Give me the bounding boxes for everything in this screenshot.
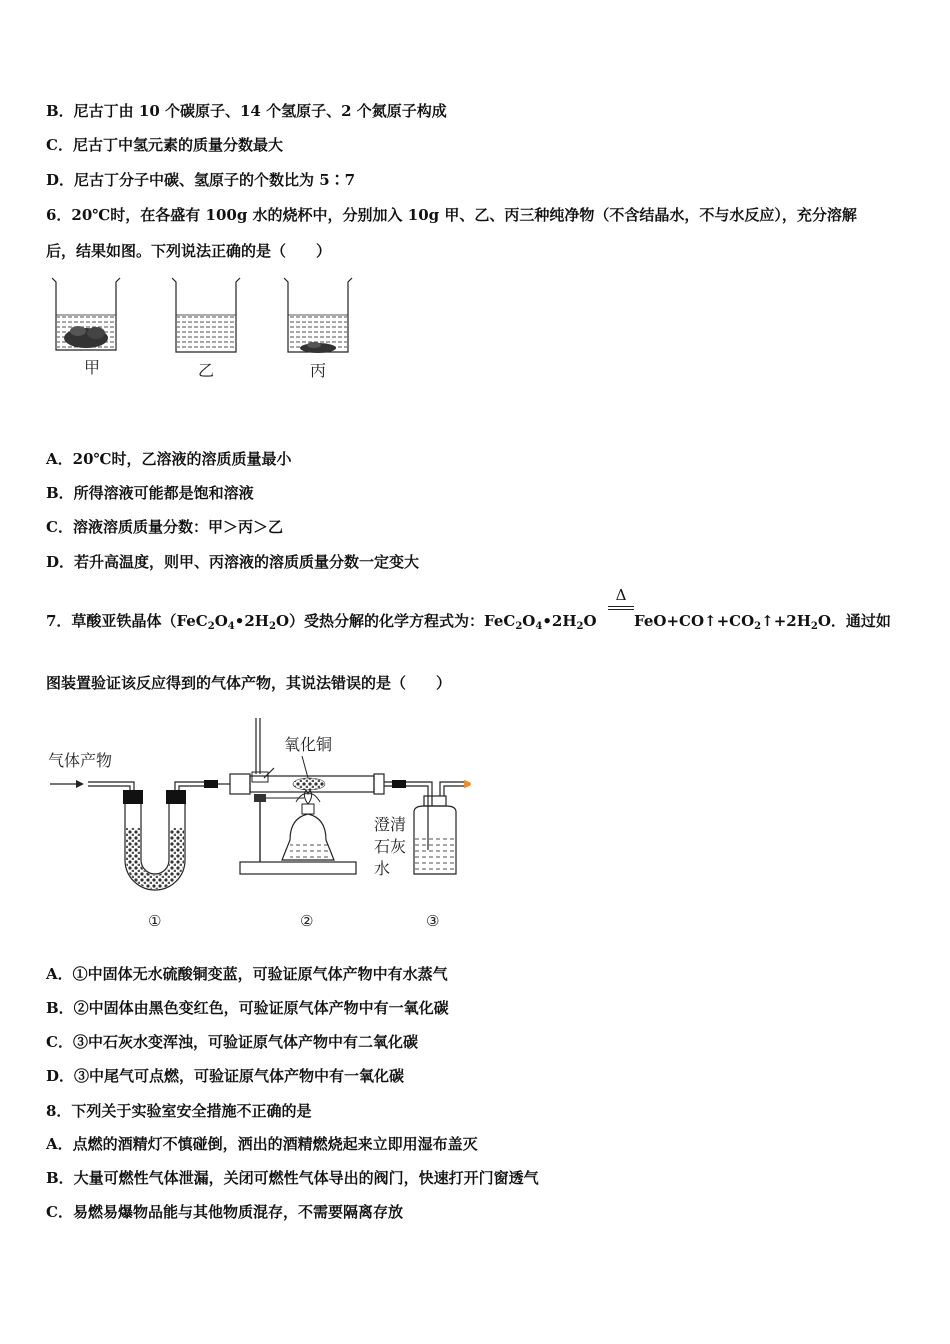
q6-option-b: B．所得溶液可能都是饱和溶液 bbox=[46, 484, 254, 502]
q7-stem-line1: 7．草酸亚铁晶体$(FeC_2O_4•2H_2O)$受热分解的化学方程式为：$FeC_2O_4•2H_2O$ bbox=[46, 612, 597, 632]
q6-option-c: C．溶液溶质质量分数：甲＞丙＞乙 bbox=[46, 518, 283, 536]
q8-option-a: A．点燃的酒精灯不慎碰倒，洒出的酒精燃烧起来立即用湿布盖灭 bbox=[46, 1135, 478, 1153]
beaker-label-bing: 丙 bbox=[310, 361, 327, 380]
heat-symbol: Δ bbox=[615, 586, 627, 604]
limewater-label-2: 石灰 bbox=[374, 837, 407, 856]
q6-stem-line2: 后，结果如图。下列说法正确的是（ ） bbox=[46, 242, 332, 260]
apparatus-number-2: ② bbox=[300, 912, 314, 930]
q7-stem-line2: 图装置验证该反应得到的气体产物，其说法错误的是（ ） bbox=[46, 674, 452, 692]
q6-stem-line1: 6．20℃时，在各盛有 100g 水的烧杯中，分别加入 10g 甲、乙、丙三种纯净物（不含结晶水，不与水反应），充分溶解 bbox=[46, 206, 857, 224]
apparatus-number-3: ③ bbox=[426, 912, 440, 930]
q7-option-d: D．③中尾气可点燃，可验证原气体产物中有一氧化碳 bbox=[46, 1067, 405, 1085]
apparatus-number-1: ① bbox=[148, 912, 162, 930]
limewater-label-3: 水 bbox=[374, 859, 391, 878]
q5-option-c: C．尼古丁中氢元素的质量分数最大 bbox=[46, 136, 283, 154]
q8-option-c: C．易燃易爆物品能与其他物质混存，不需要隔离存放 bbox=[46, 1203, 403, 1221]
q6-option-d: D．若升高温度，则甲、丙溶液的溶质质量分数一定变大 bbox=[46, 553, 420, 571]
q7-option-c: C．③中石灰水变浑浊，可验证原气体产物中有二氧化碳 bbox=[46, 1033, 418, 1051]
beaker-jia bbox=[52, 278, 120, 350]
q5-option-b: B．尼古丁由 10 个碳原子、14 个氢原子、2 个氮原子构成 bbox=[46, 102, 447, 120]
flame-icon bbox=[464, 780, 471, 788]
beaker-label-jia: 甲 bbox=[84, 358, 101, 377]
limewater-bottle bbox=[414, 780, 471, 874]
q7-option-b: B．②中固体由黑色变红色，可验证原气体产物中有一氧化碳 bbox=[46, 999, 449, 1017]
q7-option-a: A．①中固体无水硫酸铜变蓝，可验证原气体产物中有水蒸气 bbox=[46, 965, 448, 983]
apparatus-figure bbox=[44, 710, 504, 940]
limewater-label-1: 澄清 bbox=[374, 815, 407, 834]
beaker-yi bbox=[172, 278, 240, 352]
q8-stem: 8．下列关于实验室安全措施不正确的是 bbox=[46, 1102, 312, 1120]
q7-equation-products: $FeO+CO↑+CO_2↑+2H_2O$．通过如 bbox=[634, 612, 891, 632]
q5-option-d: D．尼古丁分子中碳、氢原子的个数比为 5∶7 bbox=[46, 171, 356, 189]
gas-product-label: 气体产物 bbox=[48, 751, 113, 770]
u-tube bbox=[123, 790, 186, 890]
equation-bar-top bbox=[608, 606, 634, 607]
beaker-bing bbox=[284, 278, 352, 353]
beaker-label-yi: 乙 bbox=[198, 361, 215, 380]
beakers-figure bbox=[44, 270, 374, 390]
q6-option-a: A．20℃时，乙溶液的溶质质量最小 bbox=[46, 450, 292, 468]
equation-bar-bottom bbox=[608, 609, 634, 610]
copper-oxide-label: 氧化铜 bbox=[284, 735, 333, 754]
q8-option-b: B．大量可燃性气体泄漏，关闭可燃性气体导出的阀门，快速打开门窗透气 bbox=[46, 1169, 539, 1187]
